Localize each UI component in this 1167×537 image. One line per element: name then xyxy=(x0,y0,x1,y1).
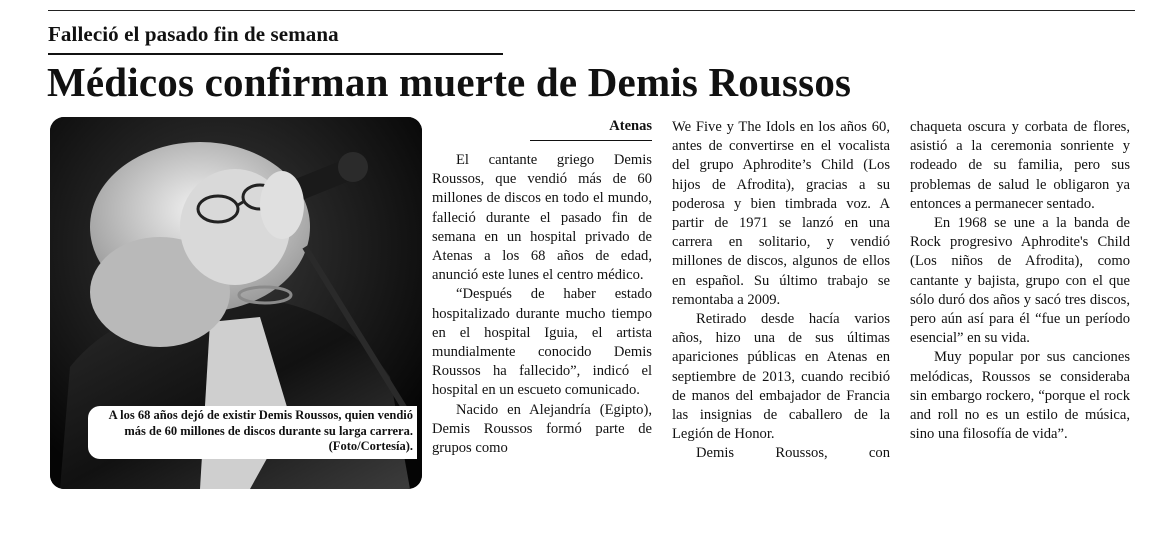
kicker-rule xyxy=(48,53,503,55)
text-column-2 xyxy=(672,118,890,464)
dateline: Atenas xyxy=(609,118,652,134)
text-column-3 xyxy=(910,118,1130,444)
paragraph: Retirado desde hacía varios años, hizo una de sus últimas apariciones públicas en Atenas en septiembre de 2013, cuando recibió de manos del embajador de Francia las insignias de caballero de la Legión de Honor. xyxy=(672,311,890,443)
photo-caption: A los 68 años dejó de existir Demis Roussos, quien vendió más de 60 millones de discos durante su larga carrera. (Foto/Cortesía). xyxy=(88,406,417,459)
top-rule xyxy=(48,10,1135,11)
paragraph: “Después de haber estado hospitalizado durante mucho tiempo en el hospital Iguia, el artista mundialmente conocido Demis Roussos ha fallecido”, indicó el hospital en un escueto comunicado. xyxy=(432,286,652,399)
paragraph: We Five y The Idols en los años 60, antes de convertirse en el vocalista del grupo Aphrodite’s Child (Los hijos de Afrodita), gracias a su poderosa y bien timbrada voz. A partir de 1971 se lanzó en una carrera en solitario, y vendió millones de discos, algunos de ellos en español. Su último trabajo se remontaba a 2009. xyxy=(672,119,890,308)
kicker: Falleció el pasado fin de semana xyxy=(48,22,339,46)
dateline-rule xyxy=(530,140,652,141)
paragraph: Demis Roussos, con xyxy=(696,445,890,462)
paragraph: En 1968 se une a la banda de Rock progresivo Aphrodite's Child (Los niños de Afrodita), como cantante y bajista, grupo con el que sólo duró dos años y sacó tres discos, pero aún así para él “fue un período esencial” en su vida. xyxy=(910,215,1130,347)
text-column-1 xyxy=(432,151,652,458)
headline: Médicos confirman muerte de Demis Roussos xyxy=(47,59,852,105)
paragraph: chaqueta oscura y corbata de flores, asistió a la ceremonia sonriente y rodeado de su familia, pero sus problemas de salud le obligaron ya entonces a permanecer sentado. xyxy=(910,119,1130,212)
paragraph: Muy popular por sus canciones melódicas, Roussos se consideraba sin embargo rockero, “porque el rock and roll no es un estilo de música, sino una filosofía de vida”. xyxy=(910,349,1130,443)
paragraph: El cantante griego Demis Roussos, que vendió más de 60 millones de discos en todo el mundo, falleció durante el pasado fin de semana en un hospital privado de Atenas a los 68 años de edad, anunció este lunes el centro médico. xyxy=(432,152,652,284)
paragraph: Nacido en Alejandría (Egipto), Demis Roussos formó parte de grupos como xyxy=(432,401,652,457)
